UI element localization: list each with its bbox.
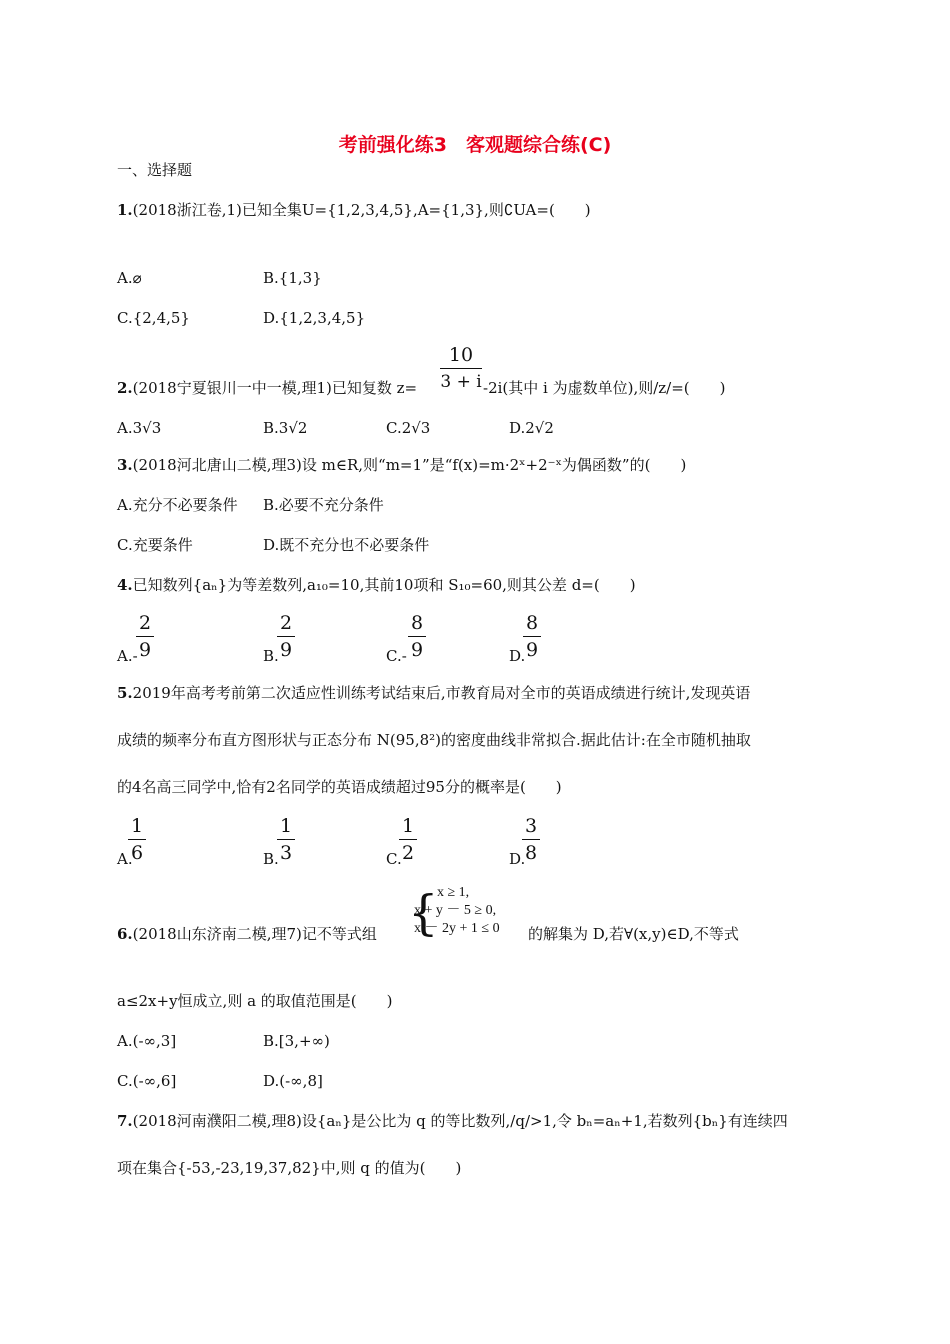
page-title: 考前强化练3 客观题综合练(C) [338,134,612,156]
fraction-denominator: 9 [279,639,293,661]
question-text: (2018浙江卷,1)已知全集U={1,2,3,4,5},A={1,3},则∁UA=( ) [132,201,591,219]
fraction-bar [408,636,426,637]
q4-option-c-label [386,646,407,666]
fraction-denominator: 6 [130,842,144,864]
fraction-denominator: 9 [138,639,152,661]
fraction-denominator: 2 [401,842,415,864]
fraction-numerator: 2 [279,612,293,634]
question-text-line1: 2019年高考考前第二次适应性训练考试结束后,市教育局对全市的英语成绩进行统计,发现英语 [132,684,751,702]
fraction-numerator: 1 [130,815,144,837]
q4-option-d-fraction [523,612,541,661]
fraction-denominator: 3 + i [440,372,482,392]
q6-option-b: B.[3,+∞) [263,1032,330,1050]
question-text: (2018河北唐山二模,理3)设 m∈R,则“m=1”是“f(x)=m·2ˣ+2⁻ˣ为偶函数”的( ) [132,456,687,474]
q3-option-d: D.既不充分也不必要条件 [263,536,430,554]
question-5-line2: 成绩的频率分布直方图形状与正态分布 N(95,8²)的密度曲线非常拟合.据此估计:在全市随机抽取 [117,731,751,749]
q2-option-a: A.3√3 [117,419,162,437]
question-5 [117,683,750,703]
q4-option-a-label [117,646,138,666]
question-number: 1. [117,201,133,219]
question-4 [117,575,636,595]
question-number: 4. [117,576,133,594]
q5-option-b-fraction [277,815,295,864]
fraction-numerator: 10 [448,344,474,366]
q4-option-b-fraction [277,612,295,661]
question-7 [117,1111,788,1131]
question-number: 6. [117,925,133,943]
option-label: B. [263,647,279,665]
q5-option-a-fraction [128,815,146,864]
q2-option-b: B.3√2 [263,419,308,437]
fraction-bar [128,839,146,840]
fraction-denominator: 9 [410,639,424,661]
option-label: C. [386,647,402,665]
question-2 [117,378,417,398]
fraction-numerator: 8 [525,612,539,634]
fraction-bar [136,636,154,637]
system-line-2: x + y － 5 ≥ 0, [414,903,497,918]
q2-option-c: C.2√3 [386,419,431,437]
fraction-denominator: 9 [525,639,539,661]
q3-option-b: B.必要不充分条件 [263,496,384,514]
fraction-bar [399,839,417,840]
question-number: 7. [117,1112,133,1130]
question-text-line1: (2018河南濮阳二模,理8)设{aₙ}是公比为 q 的等比数列,/q/>1,令 bₙ=aₙ+1,若数列{bₙ}有连续四 [132,1112,788,1130]
question-6 [117,924,377,944]
question-number: 3. [117,456,133,474]
question-number: 2. [117,379,133,397]
system-line-3: x － 2y + 1 ≤ 0 [414,921,500,936]
question-3 [117,455,686,475]
question-7-line2: 项在集合{-53,-23,19,37,82}中,则 q 的值为( ) [117,1159,462,1177]
q5-option-d-label: D. [509,850,526,868]
fraction-bar [440,368,482,369]
q2-option-d: D.2√2 [509,419,554,437]
q5-option-d-fraction [522,815,540,864]
fraction-bar [523,636,541,637]
question-number: 5. [117,684,133,702]
fraction-bar [522,839,540,840]
q3-option-c: C.充要条件 [117,536,193,554]
fraction-numerator: 2 [138,612,152,634]
q5-option-a-label: A. [117,850,133,868]
q6-option-d: D.(-∞,8] [263,1072,323,1090]
section-heading: 一、选择题 [117,161,193,179]
system-brace: { [408,885,439,941]
option-sign: - [132,647,138,665]
fraction-denominator: 8 [524,842,538,864]
question-5-line3: 的4名高三同学中,恰有2名同学的英语成绩超过95分的概率是( ) [117,778,562,796]
q5-option-b-label: B. [263,850,279,868]
question-1 [117,200,591,220]
fraction-bar [277,839,295,840]
fraction-bar [277,636,295,637]
question-text-before: (2018宁夏银川一中一模,理1)已知复数 z= [132,379,418,397]
fraction-numerator: 3 [524,815,538,837]
q2-fraction [440,344,482,393]
system-line-1: x ≥ 1, [437,885,470,900]
question-2-after: -2i(其中 i 为虚数单位),则/z/=( ) [483,379,726,397]
question-text-before: (2018山东济南二模,理7)记不等式组 [132,925,377,943]
question-6-after: 的解集为 D,若∀(x,y)∈D,不等式 [528,925,739,943]
q1-option-c: C.{2,4,5} [117,309,190,327]
q5-option-c-fraction [399,815,417,864]
q4-option-a-fraction [136,612,154,661]
option-label: A. [117,647,133,665]
q1-option-a: A.⌀ [117,269,142,287]
q5-option-c-label: C. [386,850,402,868]
q1-option-d: D.{1,2,3,4,5} [263,309,366,327]
option-sign: - [401,647,407,665]
q6-option-c: C.(-∞,6] [117,1072,177,1090]
fraction-numerator: 1 [279,815,293,837]
fraction-denominator: 3 [279,842,293,864]
q1-option-b: B.{1,3} [263,269,322,287]
q3-option-a: A.充分不必要条件 [117,496,238,514]
option-label: D. [509,647,526,665]
q4-option-c-fraction [408,612,426,661]
question-6-line2: a≤2x+y恒成立,则 a 的取值范围是( ) [117,992,393,1010]
q6-option-a: A.(-∞,3] [117,1032,177,1050]
fraction-numerator: 8 [410,612,424,634]
fraction-numerator: 1 [401,815,415,837]
question-text: 已知数列{aₙ}为等差数列,a₁₀=10,其前10项和 S₁₀=60,则其公差 d=( ) [132,576,636,594]
